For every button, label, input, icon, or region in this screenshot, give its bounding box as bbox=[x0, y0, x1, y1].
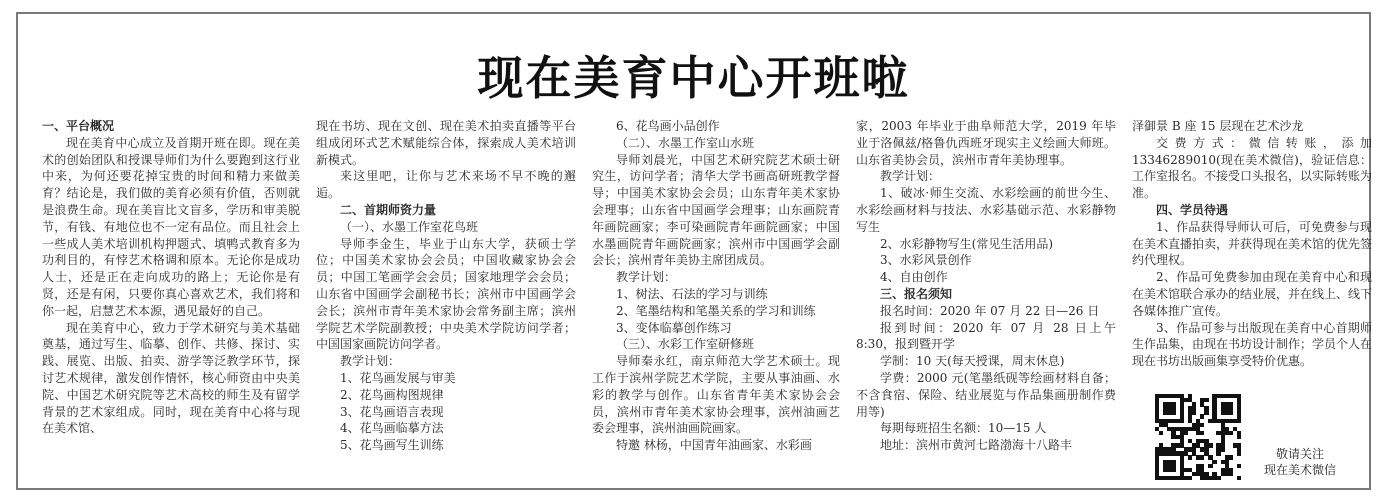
paragraph: 3、变体临摹创作练习 bbox=[616, 320, 732, 335]
paragraph: 4、花鸟画临摹方法 bbox=[340, 421, 444, 436]
paragraph: 家，2003 年毕业于曲阜师范大学，2019 年毕业于洛佩兹/格鲁仇西班牙现实主义绘画大师班。山东省美协会员，滨州市青年美协理事。 bbox=[856, 119, 1116, 167]
paragraph: 来这里吧，让你与艺术来场不早不晚的邂逅。 bbox=[316, 169, 576, 201]
paragraph: 每期每班招生名额：10—15 人 bbox=[880, 421, 1047, 436]
paragraph: 教学计划： bbox=[616, 270, 677, 285]
paragraph: 报到时间：2020 年 07 月 28 日上午 8:30，报到暨开学 bbox=[856, 320, 1116, 352]
paragraph: 特邀 林杨，中国青年油画家、水彩画 bbox=[616, 438, 812, 453]
text-column-2 bbox=[316, 118, 576, 454]
section-heading: 二、首期师资力量 bbox=[340, 202, 437, 217]
paragraph: 3、花鸟画语言表现 bbox=[340, 404, 444, 419]
article-frame bbox=[16, 12, 1371, 490]
paragraph: 地址：滨州市黄河七路渤海十八路丰 bbox=[880, 438, 1073, 453]
page-title: 现在美育中心开班啦 bbox=[477, 51, 910, 105]
paragraph: 交费方式：微信转账，添加 13346289010(现在美术微信)，验证信息：工作室报名。不接受口头报名，以实际转账为准。 bbox=[1132, 135, 1373, 201]
paragraph: （三）、水彩工作室研修班 bbox=[616, 337, 755, 352]
text-column-1 bbox=[42, 118, 300, 437]
paragraph: 现在美育中心成立及首期开班在即。现在美术的创始团队和授课导师们为什么要跑到这行业中来，为何还要花掉宝贵的时间和精力来做美育？结论是，我们做的美育必须有价值，否则就是浪费生命。现在美盲比文盲多，学历和审美脱节，有钱、有地位也不一定有品位。而且社会上一些成人美术培训机构押题式、填鸭式教育多为功利目的，有悖艺术格调和原本。无论你是成功人士，还是正在走向成功的路上；无论你是有贤，还是有闲，只要你真心喜欢艺术，我们将和你一起，启慧艺术本源，遇见最好的自己。 bbox=[42, 135, 300, 318]
follow-caption bbox=[1264, 446, 1336, 478]
paragraph: 现在书坊、现在文创、现在美术拍卖直播等平台组成闭环式艺术赋能综合体，探索成人美术培训新模式。 bbox=[316, 119, 576, 167]
paragraph: 1、破冰·师生交流、水彩绘画的前世今生、水彩绘画材料与技法、水彩基础示范、水彩静物写生 bbox=[856, 186, 1116, 234]
paragraph: 学制：10 天(每天授课，周末休息) bbox=[880, 354, 1065, 369]
paragraph: 2、作品可免费参加由现在美育中心和现在美术馆联合承办的结业展，并在线上、线下各媒体推广宣传。 bbox=[1132, 270, 1373, 318]
paragraph: 2、花鸟画构图规律 bbox=[340, 387, 444, 402]
paragraph: 5、花鸟画写生训练 bbox=[340, 438, 444, 453]
paragraph: 2、笔墨结构和笔墨关系的学习和训练 bbox=[616, 303, 816, 318]
follow-line-1: 敬请关注 bbox=[1276, 447, 1325, 461]
paragraph: 4、自由创作 bbox=[880, 270, 948, 285]
paragraph: 泽御景 B 座 15 层现在艺术沙龙 bbox=[1132, 119, 1304, 133]
paragraph: 导师刘晨光，中国艺术研究院艺术硕士研究生，访问学者；清华大学书画高研班教学督导；中国美术家协会会员；山东青年美术家协会理事；山东省中国画学会理事；山东画院青年画院画家；李可染画院青年画院画家；中国水墨画院青年画院画家；滨州市中国画学会副会长；滨州青年美协主席团成员。 bbox=[592, 152, 840, 268]
paragraph: 教学计划： bbox=[880, 169, 941, 184]
paragraph: 报名时间：2020 年 07 月 22 日—26 日 bbox=[880, 303, 1100, 318]
section-heading: 一、平台概况 bbox=[42, 119, 115, 133]
paragraph: 学费：2000 元(笔墨纸砚等绘画材料自备；不含食宿、保险、结业展览与作品集画册制作费用等) bbox=[856, 370, 1116, 419]
qr-code-icon bbox=[1150, 394, 1246, 480]
text-column-3 bbox=[592, 118, 840, 454]
paragraph: 2、水彩静物写生(常见生活用品) bbox=[880, 236, 1053, 251]
paragraph: 1、树法、石法的学习与训练 bbox=[616, 286, 768, 301]
paragraph: 6、花鸟画小品创作 bbox=[616, 119, 720, 133]
paragraph: 现在美育中心，致力于学术研究与美术基础奠基，通过写生、临摹、创作、共修、探讨、实践、展览、出版、拍卖、游学等泛教学环节，探讨艺术规律，激发创作情怀，核心师资由中央美院、中国艺术研究院等艺术高校的师生及有留学背景的艺术家组成。同时，现在美育中心将与现在美术馆、 bbox=[42, 320, 300, 436]
paragraph: （二）、水墨工作室山水班 bbox=[616, 135, 755, 150]
paragraph: 3、水彩风景创作 bbox=[880, 253, 972, 268]
text-column-5 bbox=[1132, 118, 1372, 370]
section-heading: 四、学员待遇 bbox=[1156, 202, 1229, 217]
follow-line-2: 现在美术微信 bbox=[1264, 463, 1337, 477]
paragraph: 1、花鸟画发展与审美 bbox=[340, 370, 456, 385]
paragraph: 导师李金生，毕业于山东大学，获硕士学位；中国美术家协会会员；中国收藏家协会会员；中国工笔画学会会员；国家地理学会会员；山东省中国画学会副秘书长；滨州市中国画学会会长；滨州市青年美术家协会常务副主席；滨州学院艺术学院副教授；中央美术学院访问学者；中国国家画院访问学者。 bbox=[316, 236, 576, 352]
paragraph: 教学计划： bbox=[340, 354, 401, 369]
section-heading: 三、报名须知 bbox=[880, 286, 953, 301]
paragraph: 1、作品获得导师认可后，可免费参与现在美术直播拍卖，并获得现在美术馆的优先签约代理权。 bbox=[1132, 219, 1373, 268]
paragraph: （一）、水墨工作室花鸟班 bbox=[340, 219, 479, 234]
paragraph: 3、作品可参与出版现在美育中心首期师生作品集，由现在书坊设计制作；学员个人在现在书坊出版画集享受特价优惠。 bbox=[1132, 320, 1373, 369]
text-column-4 bbox=[856, 118, 1116, 454]
paragraph: 导师秦永红，南京师范大学艺术硕士。现工作于滨州学院艺术学院，主要从事油画、水彩的教学与创作。山东省青年美术家协会会员，滨州市青年美术家协会理事，滨州油画艺委会理事，滨州油画院画家。 bbox=[592, 354, 840, 436]
